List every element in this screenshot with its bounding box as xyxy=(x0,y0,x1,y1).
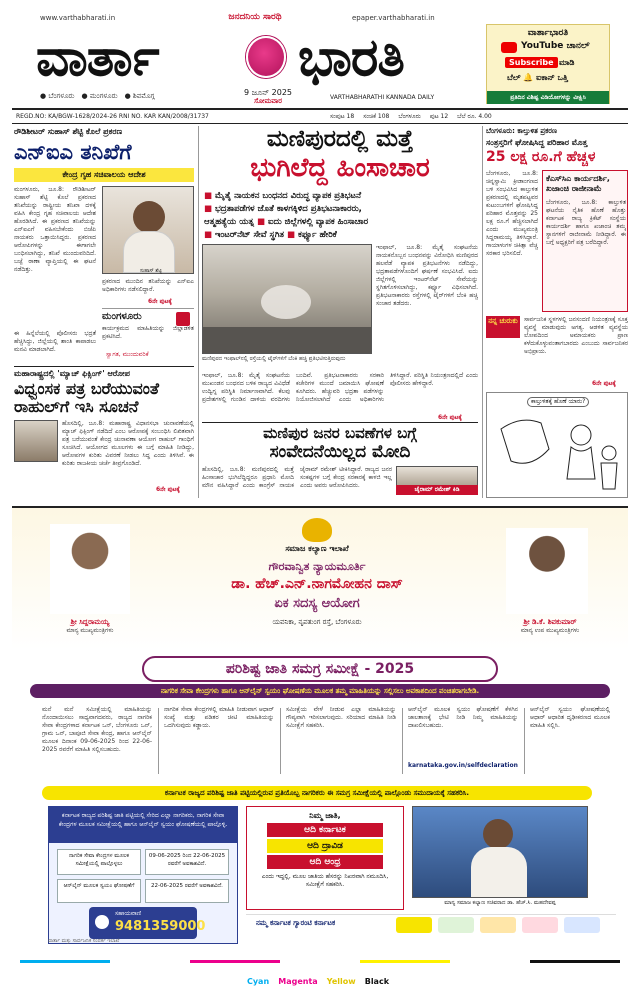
left-story-body-2: ಪ್ರಕರಣದ ಮುಂದಿನ ತನಿಖೆಯನ್ನು ಎನ್ಐಎ ಅಧಿಕಾರಿಗಳು ನಡೆಸಲಿದ್ದಾರೆ. xyxy=(102,278,194,293)
issue-date: 9 ಜೂನ್ 2025 xyxy=(243,88,293,97)
cartoon-caption: ಕಾಲ್ತುಳಿತಕ್ಕೆ ಹೊಣೆ ಯಾರು? xyxy=(527,397,589,407)
cartoon xyxy=(486,392,628,498)
caste-2: ಆದಿ ದ್ರಾವಿಡ xyxy=(267,839,383,853)
ad-address: ಯವನಿಕಾ, ನೃಪತುಂಗ ರಸ್ತೆ, ಬೆಂಗಳೂರು xyxy=(272,618,362,626)
minister-photo xyxy=(412,806,588,898)
center-story2-tag: ಜೈರಾಮ್ ರಮೇಶ್ ಕಿಡಿ xyxy=(396,485,478,495)
center-body-right: ಇಂಫಾಲ್, ಜೂ.8: ಮೈತೈ ಸಂಘಟನೆಯ ನಾಯಕನೊಬ್ಬನ ಬಂಧನವನ್ನು ವಿರೋಧಿಸಿ ಮಣಿಪುರದ ಹಲವೆಡೆ ವ್ಯಾಪಕ ಪ್ರತಿಭಟನೆಗಳು ನಡೆದಿದ್ದು, ಭದ್ರತಾಪಡೆಗಳೊಂದಿಗೆ ಘರ್ಷಣೆ ಸಂಭವಿಸಿದೆ. ಐದು ಜಿಲ್ಲೆಗಳಲ್ಲಿ ಇಂಟರ್‌ನೆಟ್ ಸೇವೆಯನ್ನು ಸ್ಥಗಿತಗೊಳಿಸಲಾಗಿದ್ದು, ಕರ್ಫ್ಯೂ ವಿಧಿಸಲಾಗಿದೆ. ಪ್ರತಿಭಟನಾಕಾರರು ರಸ್ತೆಗಳಲ್ಲಿ ಟೈರ್‌ಗಳಿಗೆ ಬೆಂಕಿ ಹಚ್ಚಿ ಸಂಚಾರ ತಡೆದರು. xyxy=(376,244,478,307)
dcm-name: ಶ್ರೀ ಡಿ.ಕೆ. ಶಿವಕುಮಾರ್ xyxy=(523,618,577,626)
center-story2-headline-1[interactable]: ಮಣಿಪುರ ಜನರ ಬವಣೆಗಳ ಬಗ್ಗೆ xyxy=(263,424,417,442)
bar-magenta xyxy=(190,960,280,963)
ad-info-box xyxy=(48,806,238,944)
minister-caption: ಮಾನ್ಯ ಸಮಾಜ ಕಲ್ಯಾಣ ಸಚಿವರಾದ ಡಾ. ಹೆಚ್.ಸಿ. ಮಹದೇವಪ್ಪ xyxy=(444,900,556,906)
caste-top: ನಿಮ್ಮ ಜಾತಿ, xyxy=(309,811,341,820)
cmyk-labels xyxy=(190,969,450,988)
bullet-1-text: ಮೈತೈ ನಾಯಕನ ಬಂಧನದ ವಿರುದ್ಧ ವ್ಯಾಪಕ ಪ್ರತಿಭಟನೆ xyxy=(215,191,362,201)
bullet-4-text: ಐದು ಜಿಲ್ಲೆಗಳಲ್ಲಿ ವ್ಯಾಪಕ ಹಿಂಸಾಚಾರ xyxy=(267,217,369,227)
left-story-more[interactable]: 6ನೇ ಪುಟಕ್ಕೆ xyxy=(148,298,172,305)
minister-body xyxy=(471,847,527,897)
edition-list xyxy=(40,92,155,101)
cartoon-drawing xyxy=(491,409,625,495)
right-tag: ನನ್ನ ಚುರುಕು xyxy=(486,316,520,338)
left-story2-photo xyxy=(14,420,58,462)
cmyk-magenta: Magenta xyxy=(278,977,318,986)
ad-dept: ಸಮಾಜ ಕಲ್ಯಾಣ ಇಲಾಖೆ xyxy=(285,544,349,553)
info-row-1-label: ನಾಗರಿಕ ಸೇವಾ ಕೇಂದ್ರಗಳ ಮೂಲಕ ಸಮೀಕ್ಷೆಯಲ್ಲಿ ಪಾಲ್ಗೊಳ್ಳಲು xyxy=(57,849,141,875)
ad-footer: ವಾರ್ತಾ ಮತ್ತು ಸಾರ್ವಜನಿಕ ಸಂಪರ್ಕ ಇಲಾಖೆ xyxy=(48,938,120,944)
ad-col-4: ಆನ್‌ಲೈನ್ ಮೂಲಕ ಸ್ವಯಂ ಘೋಷಣೆಗೆ ಕೆಳಗಿನ ಜಾಲತಾಣಕ್ಕೆ ಭೇಟಿ ನೀಡಿ ನಿಮ್ಮ ಮಾಹಿತಿಯನ್ನು ದಾಖಲಿಸಬಹುದು. xyxy=(408,706,518,729)
ad-header xyxy=(12,508,628,650)
scheme-logo-3 xyxy=(480,917,516,933)
left-divider xyxy=(14,366,194,367)
right-box-title[interactable]: ಕೆಎಸ್‌ಸಿಎ ಕಾರ್ಯದರ್ಶಿ, ಖಜಾಂಚಿ ರಾಜೀನಾಮೆ xyxy=(546,174,610,193)
reg-number: REGD.NO: KA/BGW-1628/2024-26 RNI NO. KAR KAN/2008/31737 xyxy=(16,113,209,120)
issue-meta xyxy=(330,113,492,121)
dcm-photo xyxy=(506,528,588,614)
ad-line-2: ಡಾ. ಹೆಚ್.ಎನ್.ನಾಗಮೋಹನ ದಾಸ್ xyxy=(231,576,403,592)
left-story-body-3: ಈ ಹಿನ್ನೆಲೆಯಲ್ಲಿ ಪೊಲೀಸರು ಭದ್ರತೆ ಹೆಚ್ಚಿಸಿದ್ದು, ಜಿಲ್ಲೆಯಲ್ಲಿ ಶಾಂತಿ ಕಾಪಾಡಲು ಮನವಿ ಮಾಡಲಾಗಿದೆ. xyxy=(14,330,96,353)
right-tag-body: ಸಾರ್ವಜನಿಕ ಸ್ಥಳಗಳಲ್ಲಿ ಜನಸಂದಣಿ ನಿಯಂತ್ರಣಕ್ಕೆ ಸೂಕ್ತ ವ್ಯವಸ್ಥೆ ಮಾಡುವುದು ಅಗತ್ಯ. ಆಡಳಿತ ವ್ಯವಸ್ಥೆಯ ಲೋಪದಿಂದ ಅಮಾಯಕರು ಪ್ರಾಣ ಕಳೆದುಕೊಳ್ಳುವಂತಾಗಬಾರದು ಎಂಬುದು ಸಾರ್ವಜನಿಕರ ಅಭಿಪ್ರಾಯ. xyxy=(524,316,628,355)
photo-person xyxy=(133,201,165,233)
ad-col-3: ಸಮೀಕ್ಷೆಯ ವೇಳೆ ನೀಡುವ ಎಲ್ಲಾ ಮಾಹಿತಿಯನ್ನು ಗೌಪ್ಯವಾಗಿ ಇರಿಸಲಾಗುವುದು. ಸರಿಯಾದ ಮಾಹಿತಿ ನೀಡಿ ಸಮೀಕ್ಷೆಗೆ ಸಹಕರಿಸಿ. xyxy=(286,706,396,729)
meta-pages: ಪುಟ 12 xyxy=(429,113,449,120)
youtube-icon xyxy=(501,42,517,53)
left-inset xyxy=(102,308,194,360)
helpline-panel xyxy=(89,907,206,939)
inset-body: ಕಾರ್ಯಕ್ರಮದ ಮಾಹಿತಿಯನ್ನು ಜಿಲ್ಲಾಡಳಿತ ಪ್ರಕಟಿಸಿದೆ. xyxy=(102,325,194,340)
caste-note: ಎಂದು ಇದ್ದಲ್ಲಿ, ಮೂಲ ಜಾತಿಯ ಹೆಸರನ್ನು ನಿಖರವಾಗಿ ನಮೂದಿಸಿ, ಸಮೀಕ್ಷೆಗೆ ಸಹಕರಿಸಿ. xyxy=(261,873,389,888)
right-story-headline-2[interactable]: 25 ಲಕ್ಷ ರೂ.ಗೆ ಹೆಚ್ಚಳ xyxy=(486,149,596,165)
brand-strip xyxy=(246,914,616,934)
ad-line-1: ಗೌರವಾನ್ವಿತ ನ್ಯಾಯಮೂರ್ತಿ xyxy=(268,560,366,573)
helpline-label: ಸಹಾಯವಾಣಿ xyxy=(115,910,142,917)
inset-icon xyxy=(176,312,190,326)
masthead-url-right[interactable]: epaper.varthabharati.in xyxy=(352,14,435,22)
masthead-url-left[interactable]: www.varthabharati.in xyxy=(40,14,116,22)
cmyk-yellow: Yellow xyxy=(326,977,356,986)
promo-youtube: YouTube ಚಾನಲ್ xyxy=(521,41,590,51)
ad-panel xyxy=(12,506,628,946)
subscribe-button[interactable]: Subscribe xyxy=(505,57,558,68)
photo-body xyxy=(123,231,175,273)
ad-col-5: ಆನ್‌ಲೈನ್ ಸ್ವಯಂ ಘೋಷಣೆಯಲ್ಲಿ ಆಧಾರ್ ಆಧಾರಿತ ದೃಢೀಕರಣದ ಮೂಲಕ ಮಾಹಿತಿ ಸಲ್ಲಿಸಿ. xyxy=(530,706,610,729)
bullet-5-text: ಇಂಟರ್‌ನೆಟ್ ಸೇವೆ ಸ್ಥಗಿತ xyxy=(215,230,285,240)
right-box-body: ಬೆಂಗಳೂರು, ಜೂ.8: ಕಾಲ್ತುಳಿತ ಘಟನೆಯ ನೈತಿಕ ಹೊಣೆ ಹೊತ್ತು ಕರ್ನಾಟಕ ರಾಜ್ಯ ಕ್ರಿಕೆಟ್ ಸಂಸ್ಥೆಯ ಕಾರ್ಯದರ್ಶಿ ಹಾಗೂ ಖಜಾಂಚಿ ತಮ್ಮ ಸ್ಥಾನಗಳಿಗೆ ರಾಜೀನಾಮೆ ನೀಡಿದ್ದಾರೆ. ಈ ಬಗ್ಗೆ ಅಧ್ಯಕ್ಷರಿಗೆ ಪತ್ರ ಬರೆದಿದ್ದಾರೆ. xyxy=(546,199,626,246)
info-row-1-value: 09-06-2025 ರಿಂದ 22-06-2025 ರವರೆಗೆ ಅವಕಾಶವಿದೆ. xyxy=(145,849,229,875)
col-divider-1 xyxy=(198,126,199,498)
ad-col-1: ಮನೆ ಮನೆ ಸಮೀಕ್ಷೆಯಲ್ಲಿ ಮಾಹಿತಿಯನ್ನು ನೊಂದಾಯಿಸಲು ಸಾಧ್ಯವಾಗದವರು, ರಾಜ್ಯದ ನಾಗರಿಕ ಸೇವಾ ಕೇಂದ್ರಗಳಾದ ಕರ್ನಾಟಕ ಒನ್, ಬೆಂಗಳೂರು ಒನ್, ಗ್ರಾಮ ಒನ್, ಬಾಪೂಜಿ ಸೇವಾ ಕೇಂದ್ರ, ಹಾಗೂ ಆನ್‌ಲೈನ್ ಮೂಲಕ ದಿನಾಂಕ 09-06-2025 ರಿಂದ 22-06-2025 ರವರೆಗೆ ಮಾಹಿತಿ ಸಲ್ಲಿಸಬಹುದು. xyxy=(42,706,152,753)
cmyk-cyan: Cyan xyxy=(246,977,270,986)
ad-col-rule-2 xyxy=(280,708,281,774)
right-story-headline-1[interactable]: ಸಂತ್ರಸ್ತರಿಗೆ ಘೋಷಿಸಿದ್ದ ಪರಿಹಾರ ಮೊತ್ತ xyxy=(486,138,588,147)
center-headline-1[interactable]: ಮಣಿಪುರದಲ್ಲಿ ಮತ್ತೆ xyxy=(266,126,414,152)
bullet-6-text: ಕರ್ಫ್ಯೂ ಹೇರಿಕೆ xyxy=(298,230,337,240)
meta-volume: ಸಂಪುಟ 18 xyxy=(330,113,355,120)
caste-1: ಆದಿ ಕರ್ನಾಟಕ xyxy=(267,823,383,837)
left-story-headline[interactable]: ಎನ್ಐಎ ತನಿಖೆಗೆ xyxy=(14,140,132,164)
masthead-logo xyxy=(246,36,286,78)
meta-issue: ಸಂಚಿಕೆ 108 xyxy=(363,113,390,120)
ad-col-rule-4 xyxy=(524,708,525,774)
center-photo xyxy=(202,244,372,354)
col-divider-2 xyxy=(482,126,483,498)
cmyk-black: Black xyxy=(364,977,390,986)
left-story2-kicker: ಮಹಾರಾಷ್ಟ್ರದಲ್ಲಿ 'ಮ್ಯಾಚ್ ಫಿಕ್ಸಿಂಗ್' ಆರೋಪ xyxy=(14,369,130,378)
scheme-logo-5 xyxy=(564,917,600,933)
edition-mangaluru[interactable]: ● ಮಂಗಳೂರು xyxy=(81,92,118,100)
inset-caption: ಸ್ವಾಗತ, ಮುಂದುವರಿಕೆ xyxy=(106,351,149,358)
bullet-2-text: ಭದ್ರತಾಪಡೆಗಳ ಜೊತೆ ಕಾಳಗಕ್ಕಿಳಿದ ಪ್ರತಿಭಟನಾಕಾರರು, xyxy=(215,204,362,214)
info-box-head: ಕರ್ನಾಟಕ ರಾಜ್ಯದ ಪರಿಶಿಷ್ಟ ಜಾತಿ ಪಟ್ಟಿಯಲ್ಲಿ ಸೇರಿದ ಎಲ್ಲಾ ನಾಗರಿಕರು, ನಾಗರಿಕ ಸೇವಾ ಕೇಂದ್ರಗಳ ಮೂಲಕ ಸಮೀಕ್ಷೆಯಲ್ಲಿ ಹಾಗೂ ಆನ್‌ಲೈನ್ ಸ್ವಯಂ ಘೋಷಣೆಯಲ್ಲಿ ಪಾಲ್ಗೊಳ್ಳಿ. xyxy=(49,807,237,843)
center-bullets xyxy=(204,190,478,242)
bullet-3: ಆತ್ಮಹತ್ಯೆಯ ಯತ್ನ ■ ಐದು ಜಿಲ್ಲೆಗಳಲ್ಲಿ ವ್ಯಾಪಕ ಹಿಂಸಾಚಾರ xyxy=(204,217,369,227)
cm-photo xyxy=(50,524,130,614)
center-photo-caption: ಮಣಿಪುರದ ಇಂಫಾಲ್‌ನಲ್ಲಿ ರಸ್ತೆಯಲ್ಲಿ ಟೈರ್‌ಗಳಿಗೆ ಬೆಂಕಿ ಹಚ್ಚಿ ಪ್ರತಿಭಟಿಸುತ್ತಿರುವುದು xyxy=(202,356,346,362)
ad-appeal: ಕರ್ನಾಟಕ ರಾಜ್ಯದ ಪರಿಶಿಷ್ಟ ಜಾತಿ ಪಟ್ಟಿಯಲ್ಲಿರುವ ಪ್ರತಿಯೊಬ್ಬ ನಾಗರಿಕರು ಈ ಸಮಗ್ರ ಸಮೀಕ್ಷೆಯಲ್ಲಿ ಪಾಲ್ಗೊಂಡು ಸಮುದಾಯಕ್ಕೆ ಸಹಕರಿಸಿ. xyxy=(42,786,592,800)
dcm-role: ಮಾನ್ಯ ಉಪ ಮುಖ್ಯಮಂತ್ರಿಗಳು xyxy=(520,627,580,634)
photo-road xyxy=(203,327,371,353)
bullet-3-text: ಆತ್ಮಹತ್ಯೆಯ ಯತ್ನ xyxy=(204,217,254,227)
masthead-title-left: ವಾರ್ತಾ xyxy=(36,27,159,88)
minister-figure xyxy=(483,819,513,849)
info-row-2-label: ಆನ್‌ಲೈನ್ ಮೂಲಕ ಸ್ವಯಂ ಘೋಷಣೆಗೆ xyxy=(57,879,141,903)
bar-cyan xyxy=(20,960,110,963)
left-story2-headline-1[interactable]: ವಿಧ್ವಂಸಕ ಪತ್ರ ಬರೆಯುವಂತೆ xyxy=(14,379,159,398)
masthead-tagline: ಜನದನಿಯ ಸಾರಥಿ xyxy=(228,12,282,22)
promo-title: ವಾರ್ತಾಭಾರತಿ xyxy=(527,28,569,38)
helpline-number[interactable]: 9481359000 xyxy=(115,919,206,934)
ad-col-2: ನಾಗರಿಕ ಸೇವಾ ಕೇಂದ್ರಗಳಲ್ಲಿ ಮಾಹಿತಿ ನೀಡುವಾಗ ಆಧಾರ್ ಸಂಖ್ಯೆ ಮತ್ತು ಪಡಿತರ ಚೀಟಿ ಮಾಹಿತಿಯನ್ನು ಒದಗಿಸುವುದು ಕಡ್ಡಾಯ. xyxy=(164,706,274,729)
promo-madi: ಮಾಡಿ xyxy=(559,58,575,67)
govt-emblem xyxy=(302,518,332,542)
right-more[interactable]: 6ನೇ ಪುಟಕ್ಕೆ xyxy=(592,380,616,387)
phone-icon xyxy=(95,915,109,929)
meta-city: ಬೆಂಗಳೂರು xyxy=(398,113,421,120)
bar-yellow xyxy=(360,960,450,963)
bar-black xyxy=(530,960,620,963)
left-story2-more[interactable]: 6ನೇ ಪುಟಕ್ಕೆ xyxy=(156,486,180,493)
scheme-logo-4 xyxy=(522,917,558,933)
left-story-body-1: ಮಂಗಳೂರು, ಜೂ.8: ರೌಡಿಶೀಟರ್ ಸುಹಾಸ್ ಶೆಟ್ಟಿ ಕೊಲೆ ಪ್ರಕರಣದ ತನಿಖೆಯನ್ನು ರಾಷ್ಟ್ರೀಯ ತನಿಖಾ ದಳಕ್ಕೆ ವಹಿಸಿ ಕೇಂದ್ರ ಗೃಹ ಸಚಿವಾಲಯ ಆದೇಶ ಹೊರಡಿಸಿದೆ. ಈ ಪ್ರಕರಣದ ತನಿಖೆಯನ್ನು ಎನ್ಐಎಗೆ ವಹಿಸಬೇಕೆಂದು ಬಿಜೆಪಿ ನಾಯಕರು ಒತ್ತಾಯಿಸಿದ್ದರು. ಪ್ರಕರಣದ ಆರೋಪಿಗಳನ್ನು ಈಗಾಗಲೇ ಬಂಧಿಸಲಾಗಿದ್ದು, ತನಿಖೆ ಮುಂದುವರಿದಿದೆ. ಬಜ್ಪೆ ಠಾಣಾ ವ್ಯಾಪ್ತಿಯಲ್ಲಿ ಈ ಘಟನೆ ನಡೆದಿತ್ತು. xyxy=(14,186,96,273)
left-story2-headline-2[interactable]: ರಾಹುಲ್‌ಗೆ ಇಸಿ ಸೂಚನೆ xyxy=(14,397,139,416)
masthead-title-right: ಭಾರತಿ xyxy=(298,27,404,88)
promo-bell: ಬೆಲ್ 🔔 ಐಕಾನ್ ಒತ್ತಿ xyxy=(507,73,568,82)
bullet-5: ■ ಇಂಟರ್‌ನೆಟ್ ಸೇವೆ ಸ್ಥಗಿತ ■ ಕರ್ಫ್ಯೂ ಹೇರಿಕೆ xyxy=(204,230,337,240)
color-bars xyxy=(20,960,620,963)
ad-line-3: ಏಕ ಸದಸ್ಯ ಆಯೋಗ xyxy=(274,596,360,611)
brand-text: ನಮ್ಮ ಕರ್ನಾಟಕ ಗ್ಯಾರಂಟಿ ಕರ್ನಾಟಕ xyxy=(256,919,336,927)
right-story-kicker: ಬೆಂಗಳೂರು: ಕಾಲ್ತುಳಿತ ಪ್ರಕರಣ xyxy=(486,127,557,135)
inset-title: ಮಂಗಳೂರು xyxy=(102,311,142,322)
center-divider xyxy=(202,422,478,423)
left-story2-body: ಹೊಸದಿಲ್ಲಿ, ಜೂ.8: ಮಹಾರಾಷ್ಟ್ರ ವಿಧಾನಸಭಾ ಚುನಾವಣೆಯಲ್ಲಿ ಮ್ಯಾಚ್ ಫಿಕ್ಸಿಂಗ್ ನಡೆದಿದೆ ಎಂಬ ಆರೋಪಕ್ಕೆ ಸಂಬಂಧಿಸಿ ಲಿಖಿತವಾಗಿ ಪತ್ರ ಬರೆಯುವಂತೆ ಕೇಂದ್ರ ಚುನಾವಣಾ ಆಯೋಗ ರಾಹುಲ್ ಗಾಂಧಿಗೆ ಸೂಚಿಸಿದೆ. ಆಯೋಗದ ಮೂಲಗಳು ಈ ಬಗ್ಗೆ ಮಾಹಿತಿ ನೀಡಿದ್ದು, ಆರೋಪಗಳ ಕುರಿತು ವಿವರಣೆ ನೀಡಲು ಸಿದ್ಧ ಎಂದು ತಿಳಿಸಿವೆ. ಈ ಕುರಿತು ರಾಜಕೀಯ ಚರ್ಚೆ ತೀವ್ರಗೊಂಡಿದೆ. xyxy=(62,420,194,467)
center-story2-body: ಹೊಸದಿಲ್ಲಿ, ಜೂ.8: ಮಣಿಪುರದಲ್ಲಿ ಮತ್ತೆ ಹಿಂಸಾಚಾರ ಭುಗಿಲೆದ್ದಿದ್ದರೂ ಪ್ರಧಾನಿ ಮೋದಿ ಮೌನ ವಹಿಸಿದ್ದಾರೆ ಎಂದು ಕಾಂಗ್ರೆಸ್ ನಾಯಕ ಜೈರಾಮ್ ರಮೇಶ್ ಟೀಕಿಸಿದ್ದಾರೆ. ರಾಜ್ಯದ ಜನರ ಸಂಕಷ್ಟಗಳ ಬಗ್ಗೆ ಕೇಂದ್ರ ಸರಕಾರಕ್ಕೆ ಕಾಳಜಿ ಇಲ್ಲ ಎಂದು ಅವರು ಆರೋಪಿಸಿದರು. xyxy=(202,466,392,489)
masthead xyxy=(0,0,640,108)
left-story-subhead: ಕೇಂದ್ರ ಗೃಹ ಸಚಿವಾಲಯ ಆದೇಶ xyxy=(14,168,194,182)
right-story-body: ಬೆಂಗಳೂರು, ಜೂ.8: ಚಿನ್ನಸ್ವಾಮಿ ಕ್ರೀಡಾಂಗಣದ ಬಳಿ ಸಂಭವಿಸಿದ ಕಾಲ್ತುಳಿತ ಪ್ರಕರಣದಲ್ಲಿ ಮೃತಪಟ್ಟವರ ಕುಟುಂಬಗಳಿಗೆ ಘೋಷಿಸಿದ್ದ ಪರಿಹಾರ ಮೊತ್ತವನ್ನು 25 ಲಕ್ಷ ರೂ.ಗೆ ಹೆಚ್ಚಿಸಲಾಗಿದೆ ಎಂದು ಮುಖ್ಯಮಂತ್ರಿ ಸಿದ್ದರಾಮಯ್ಯ ತಿಳಿಸಿದ್ದಾರೆ. ಗಾಯಾಳುಗಳ ಚಿಕಿತ್ಸಾ ವೆಚ್ಚ ಸರಕಾರ ಭರಿಸಲಿದೆ. xyxy=(486,170,538,257)
left-story-kicker: ರೌಡಿಶೀಟರ್ ಸುಹಾಸ್ ಶೆಟ್ಟಿ ಕೊಲೆ ಪ್ರಕರಣ xyxy=(14,127,123,136)
promo-footer: ಪ್ರತಿದಿನ ವಿಶಿಷ್ಟ ವಿಡಿಯೋಗಳನ್ನು ವೀಕ್ಷಿಸಿ xyxy=(487,91,609,104)
youtube-promo[interactable] xyxy=(486,24,610,104)
scheme-logo-1 xyxy=(396,917,432,933)
edition-shivamogga[interactable]: ● ಶಿವಮೊಗ್ಗ xyxy=(124,92,155,100)
meta-price: ಬೆಲೆ ರೂ. 4.00 xyxy=(457,113,492,120)
photo-smoke xyxy=(261,285,311,319)
left-story-photo xyxy=(102,186,194,274)
caste-3: ಆದಿ ಆಂಧ್ರ xyxy=(267,855,383,869)
right-box xyxy=(542,170,628,312)
ad-col-rule-1 xyxy=(158,708,159,774)
scheme-logo-2 xyxy=(438,917,474,933)
issue-day: ಸೋಮವಾರ xyxy=(254,97,282,105)
bullet-1: ■ ಮೈತೈ ನಾಯಕನ ಬಂಧನದ ವಿರುದ್ಧ ವ್ಯಾಪಕ ಪ್ರತಿಭಟನೆ xyxy=(204,191,362,201)
edition-bengaluru[interactable]: ● ಬೆಂಗಳೂರು xyxy=(40,92,75,100)
ad-caste-box xyxy=(246,806,404,910)
cm-role: ಮಾನ್ಯ ಮುಖ್ಯಮಂತ್ರಿಗಳು xyxy=(66,627,114,634)
survey-title: ಪರಿಶಿಷ್ಟ ಜಾತಿ ಸಮಗ್ರ ಸಮೀಕ್ಷೆ - 2025 xyxy=(142,656,498,682)
ad-url[interactable]: karnataka.gov.in/selfdeclaration xyxy=(408,762,518,769)
center-body-lower: ಇಂಫಾಲ್, ಜೂ.8: ಮೈತೈ ಸಂಘಟನೆಯ ಮುಖಂಡನ ಬಂಧನದ ಬಳಿಕ ರಾಜ್ಯದ ವಿವಿಧೆಡೆ ಉದ್ವಿಗ್ನ ಪರಿಸ್ಥಿತಿ ನಿರ್ಮಾಣವಾಗಿದೆ. ಕೆಲವು ಪ್ರದೇಶಗಳಲ್ಲಿ ಗುಂಡಿನ ದಾಳಿಯ ವರದಿಗಳು ಬಂದಿವೆ. ಪ್ರತಿಭಟನಾಕಾರರು ಸರಕಾರಿ ಕಚೇರಿಗಳ ಮುಂದೆ ಜಮಾಯಿಸಿ ಘೋಷಣೆ ಕೂಗಿದರು. ಹೆಚ್ಚುವರಿ ಭದ್ರತಾ ಪಡೆಗಳನ್ನು ನಿಯೋಜಿಸಲಾಗಿದೆ ಎಂದು ಅಧಿಕಾರಿಗಳು ತಿಳಿಸಿದ್ದಾರೆ. ಪರಿಸ್ಥಿತಿ ನಿಯಂತ್ರಣದಲ್ಲಿದೆ ಎಂದು ಪೊಲೀಸರು ಹೇಳಿದ್ದಾರೆ. xyxy=(202,372,478,403)
center-story2-headline-2[interactable]: ಸಂವೇದನೆಯಿಲ್ಲದ ಮೋದಿ xyxy=(269,442,411,462)
ad-col-rule-3 xyxy=(402,708,403,774)
info-row-2-value: 22-06-2025 ರವರೆಗೆ ಅವಕಾಶವಿದೆ. xyxy=(145,879,229,903)
center-headline-2[interactable]: ಭುಗಿಲೆದ್ದ ಹಿಂಸಾಚಾರ xyxy=(250,153,430,183)
paper-name: VARTHABHARATHI KANNADA DAILY xyxy=(330,94,435,101)
cm-name: ಶ್ರೀ ಸಿದ್ದರಾಮಯ್ಯ xyxy=(70,618,110,626)
center-more[interactable]: 6ನೇ ಪುಟಕ್ಕೆ xyxy=(438,414,462,421)
left-photo-caption: ಸುಹಾಸ್ ಶೆಟ್ಟಿ xyxy=(140,268,162,274)
bullet-2: ■ ಭದ್ರತಾಪಡೆಗಳ ಜೊತೆ ಕಾಳಗಕ್ಕಿಳಿದ ಪ್ರತಿಭಟನಾಕಾರರು, xyxy=(204,204,362,214)
reg-rule xyxy=(12,123,628,124)
masthead-rule xyxy=(12,108,628,110)
survey-subtitle: ನಾಗರಿಕ ಸೇವಾ ಕೇಂದ್ರಗಳು ಹಾಗೂ ಆನ್‌ಲೈನ್ ಸ್ವಯಂ ಘೋಷಣೆಯ ಮೂಲಕ ತಮ್ಮ ಮಾಹಿತಿಯನ್ನು ಸಲ್ಲಿಸಲು ಅವಕಾಶದಿಂದ ವಂಚಿತರಾಗಬೇಡಿ. xyxy=(30,684,610,698)
